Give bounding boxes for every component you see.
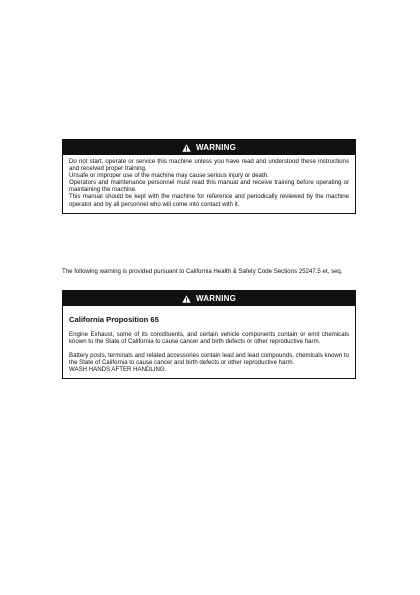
- warning-triangle-icon: [182, 144, 191, 152]
- prop65-paragraph-exhaust: Engine Exhaust, some of its constituents, and certain vehicle components contain or emit chemicals known to the State of California to cause cancer and birth defects or other reproductive harm.: [69, 331, 349, 346]
- warning-line: This manual should be kept with the machine for reference and periodically reviewed by the machine operator and by all personnel who will come into contact with it.: [69, 193, 349, 208]
- prop65-paragraph-battery: Battery posts, terminals and related accessories contain lead and lead compounds, chemicals known to the State of California to cause cancer and birth defects or other reproductive harm.: [69, 352, 349, 367]
- warning-box-operation: [62, 139, 356, 214]
- warning-line: Do not start, operate or service this machine unless you have read and understood these instructions and received proper training.: [69, 158, 349, 173]
- intro-text: The following warning is provided pursuant to California Health & Safety Code Sections 25247.5 et, seq.: [62, 268, 343, 275]
- warning-triangle-icon: [182, 295, 191, 303]
- warning-header: [63, 140, 355, 155]
- warning-line: Operators and maintenance personnel must read this manual and receive training before operating or maintaining the machine.: [69, 179, 349, 194]
- prop65-wash-hands: WASH HANDS AFTER HANDLING.: [69, 366, 167, 374]
- warning-header-label: WARNING: [195, 294, 237, 303]
- prop65-title: California Proposition 65: [69, 315, 159, 324]
- warning-header: [63, 291, 355, 306]
- warning-box-prop65: [62, 290, 356, 379]
- warning-body: [63, 306, 355, 378]
- warning-body: [63, 155, 355, 213]
- warning-line: Unsafe or improper use of the machine may cause serious injury or death.: [69, 172, 269, 180]
- warning-header-label: WARNING: [195, 143, 237, 152]
